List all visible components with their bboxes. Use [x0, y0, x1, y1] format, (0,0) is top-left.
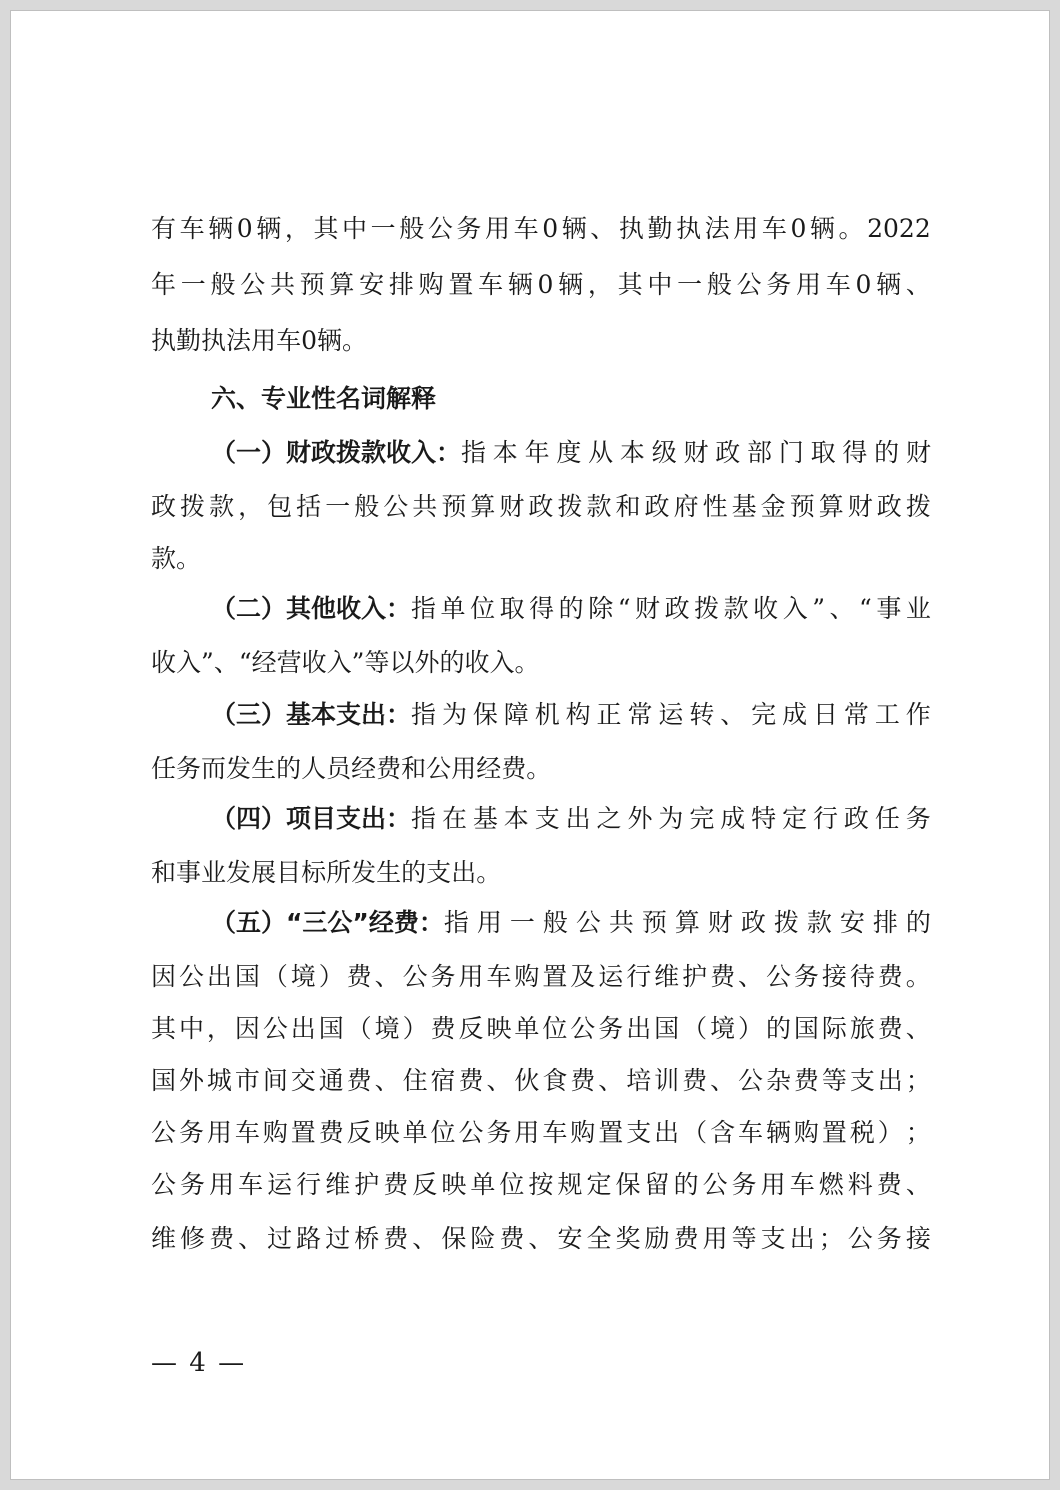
definition-term: （一）财政拨款收入： [211, 438, 462, 467]
definition-term: （二）其他收入： [211, 594, 412, 623]
definition-term: （四）项目支出： [211, 804, 412, 833]
section-heading: 六、专业性名词解释 [211, 384, 437, 413]
definition-line [211, 693, 931, 737]
text-line: 因 公 出 国 （ 境 ） 费 、 公 务 用 车 购 置 及 运 行 维 护 费 、 公 务 接 待 费 。 [151, 962, 931, 991]
definition-term: （三）基本支出： [211, 700, 412, 729]
document-page [10, 10, 1050, 1480]
text-line: 维 修 费 、 过 路 过 桥 费 、 保 险 费 、 安 全 奖 励 费 用 等 支 出 ； 公 务 接 [151, 1224, 931, 1253]
text-line: 任 务 而 发 生 的 人 员 经 费 和 公 用 经 费 。 [151, 754, 552, 783]
text-line: 政 拨 款 ， 包 括 一 般 公 共 预 算 财 政 拨 款 和 政 府 性 基 金 预 算 财 政 拨 [151, 492, 931, 521]
definition-text: 指 单 位 取 得 的 除 “ 财 政 拨 款 收 入 ” 、 “ 事 业 [411, 594, 931, 623]
definition-text: 指 用 一 般 公 共 预 算 财 政 拨 款 安 排 的 [443, 908, 931, 937]
definition-text: 指 为 保 障 机 构 正 常 运 转 、 完 成 日 常 工 作 [411, 700, 931, 729]
text-line: 有 车 辆 0 辆 ， 其 中 一 般 公 务 用 车 0 辆 、 执 勤 执 法 用 车 0 辆 。 2022 [151, 214, 931, 243]
definition-line [211, 431, 931, 475]
definition-text: 指 本 年 度 从 本 级 财 政 部 门 取 得 的 财 [461, 438, 931, 467]
text-line: 公 务 用 车 运 行 维 护 费 反 映 单 位 按 规 定 保 留 的 公 务 用 车 燃 料 费 、 [151, 1170, 931, 1199]
text-line: 和 事 业 发 展 目 标 所 发 生 的 支 出 。 [151, 858, 502, 887]
definition-line [211, 587, 931, 631]
definition-line [211, 901, 931, 945]
text-line: 国 外 城 市 间 交 通 费 、 住 宿 费 、 伙 食 费 、 培 训 费 、 公 杂 费 等 支 出 ； [151, 1066, 931, 1095]
page-number: — 4 — [151, 1348, 247, 1378]
text-line: 年 一 般 公 共 预 算 安 排 购 置 车 辆 0 辆 ， 其 中 一 般 公 务 用 车 0 辆 、 [151, 270, 931, 299]
definition-text: 指 在 基 本 支 出 之 外 为 完 成 特 定 行 政 任 务 [411, 804, 931, 833]
text-line: 公 务 用 车 购 置 费 反 映 单 位 公 务 用 车 购 置 支 出 （ 含 车 辆 购 置 税 ） ； [151, 1118, 931, 1147]
definition-term: （五）“三公”经费： [211, 908, 444, 937]
text-line: 收 入 ” 、 “ 经 营 收 入 ” 等 以 外 的 收 入 。 [151, 648, 540, 677]
text-line: 执 勤 执 法 用 车 0 辆 。 [151, 326, 368, 355]
text-line: 款 。 [151, 544, 202, 573]
text-line: 其 中 ， 因 公 出 国 （ 境 ） 费 反 映 单 位 公 务 出 国 （ 境 ） 的 国 际 旅 费 、 [151, 1014, 931, 1043]
definition-line [211, 797, 931, 841]
